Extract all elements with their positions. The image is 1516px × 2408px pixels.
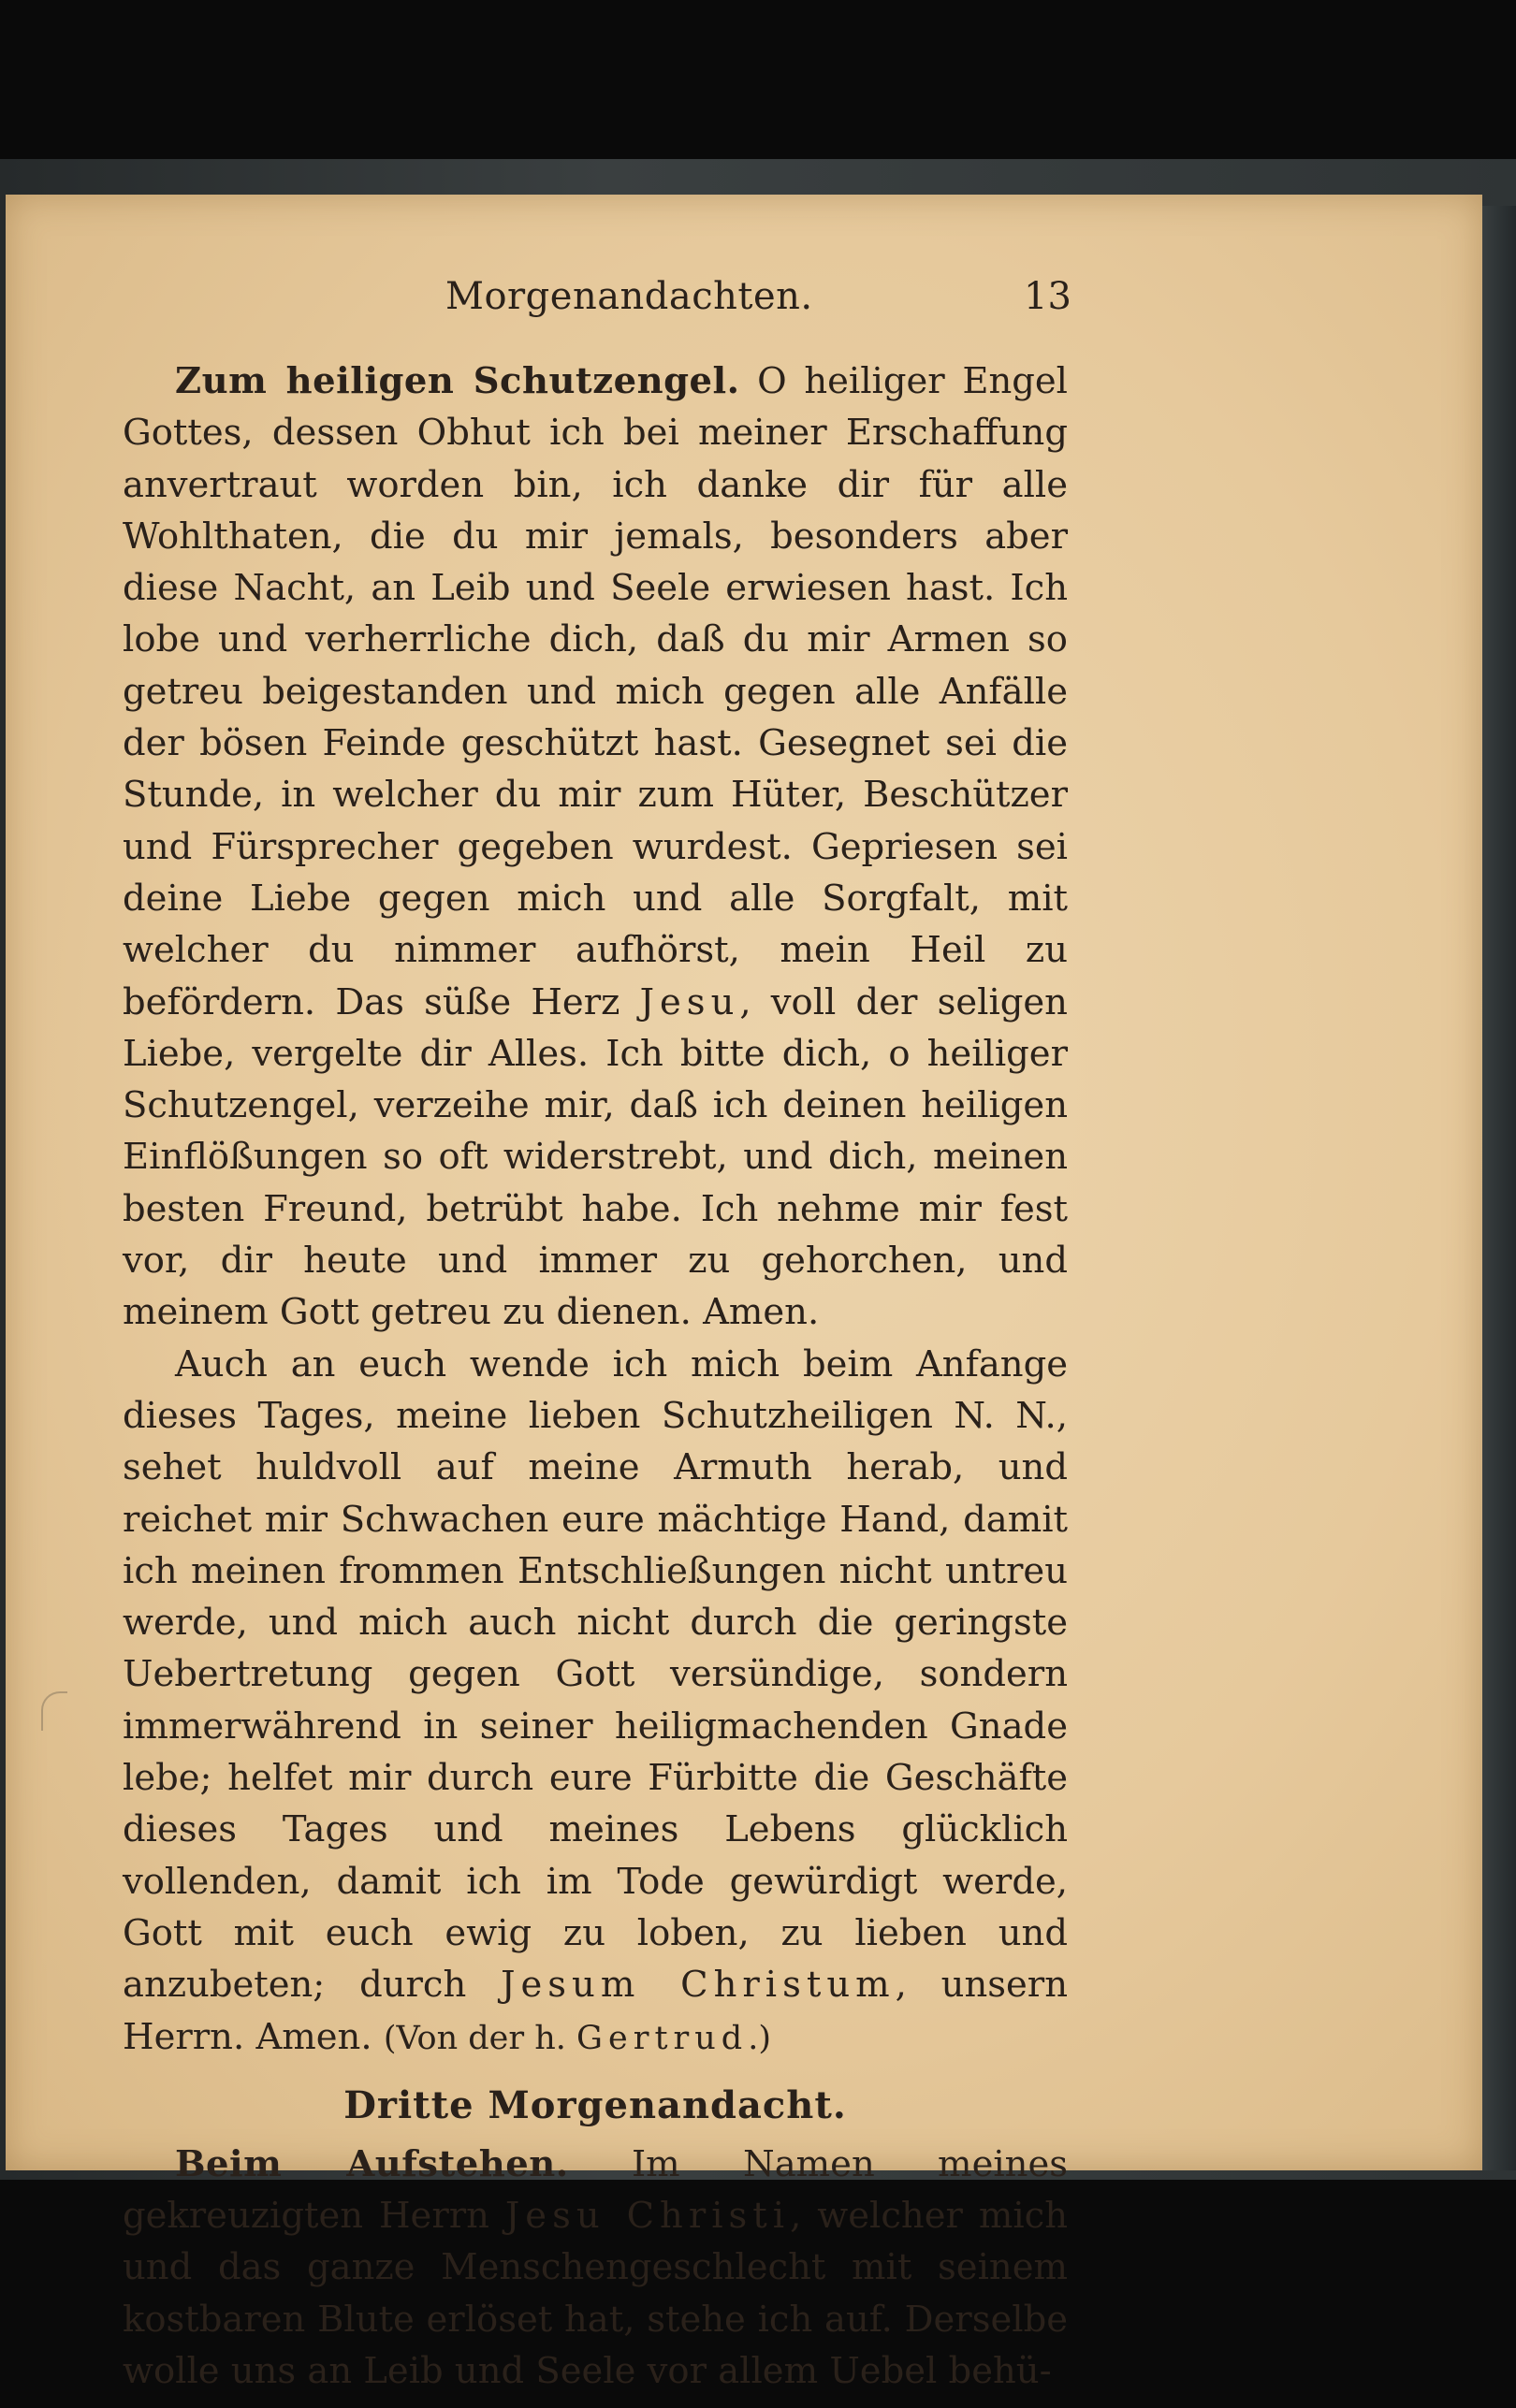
paragraph-text: , voll der seligen Liebe, vergelte dir Alles. Ich bitte dich, o heiliger Schutzengel, verzeihe mir, daß ich deinen heiligen Einflößungen so oft widerstrebt, und dich, meinen besten Freund, betrübt habe. Ich nehme mir fest vor, dir heute und immer zu gehorchen, und meinem Gott getreu zu dienen. Amen. xyxy=(123,980,1068,1334)
spaced-name: Jesu xyxy=(639,980,740,1023)
page-header xyxy=(6,275,1482,331)
paragraph-rising xyxy=(123,2139,1068,2397)
paragraph-heading: Zum heiligen Schutzengel. xyxy=(175,360,740,402)
paragraph-text: Im Namen meines gekreuzigten Herrn xyxy=(123,2142,1069,2238)
paragraph-text: , unsern Herrn. Amen. xyxy=(123,1964,1068,2058)
text-block xyxy=(123,355,1068,2397)
spaced-name: Jesu Christi xyxy=(504,2195,791,2238)
paragraph-text: Auch an euch wende ich mich beim Anfange dieses Tages, meine lieben Schutzheiligen N. N., sehet huldvoll auf meine Armuth herab, und reichet mir Schwachen eure mächtige Hand, damit ich meinen frommen Entschließungen nicht untreu werde, und mich auch nicht durch die geringste Uebertretung gegen Gott versündige, sondern immerwährend in seiner heiligmachenden Gnade lebe; helfet mir durch eure Fürbitte die Geschäfte dieses Tages und meines Lebens glücklich vollenden, damit ich im Tode gewürdigt werde, Gott mit euch ewig zu loben, zu lieben und anzubeten; durch xyxy=(123,1342,1068,2007)
book-cover-edge xyxy=(1479,206,1516,2170)
page-number: 13 xyxy=(1024,275,1071,318)
source-reference: (Von der h. Gertrud.) xyxy=(383,2019,771,2057)
section-heading: Dritte Morgenandacht. xyxy=(343,2082,847,2127)
running-title: Morgenandachten. xyxy=(445,275,813,318)
book-page xyxy=(6,195,1482,2392)
paragraph-text: , welcher mich und das ganze Menschengeschlecht mit seinem kostbaren Blute erlöset hat, stehe ich auf. Derselbe wolle uns an Leib und Seele vor allem Uebel behü- xyxy=(123,2195,1068,2392)
paragraph-patron-saints xyxy=(123,1339,1068,2065)
spaced-name: Jesum Christum xyxy=(501,1964,896,2007)
paragraph-guardian-angel xyxy=(123,355,1068,1339)
paragraph-heading: Beim Aufstehen. xyxy=(175,2142,569,2185)
pencil-mark xyxy=(41,1691,67,1731)
paragraph-text: O heiliger Engel Gottes, dessen Obhut ich bei meiner Erschaffung anvertraut worden bin, ich danke dir für alle Wohlthaten, die du mir jemals, besonders aber diese Nacht, an Leib und Seele erwiesen hast. Ich lobe und verherrliche dich, daß du mir Armen so getreu beigestanden und mich gegen alle Anfälle der bösen Feinde geschützt hast. Gesegnet sei die Stunde, in welcher du mir zum Hüter, Beschützer und Fürsprecher gegeben wurdest. Gepriesen sei deine Liebe gegen mich und alle Sorgfalt, mit welcher du nimmer aufhörst, mein Heil zu befördern. Das süße Herz xyxy=(123,360,1068,1023)
